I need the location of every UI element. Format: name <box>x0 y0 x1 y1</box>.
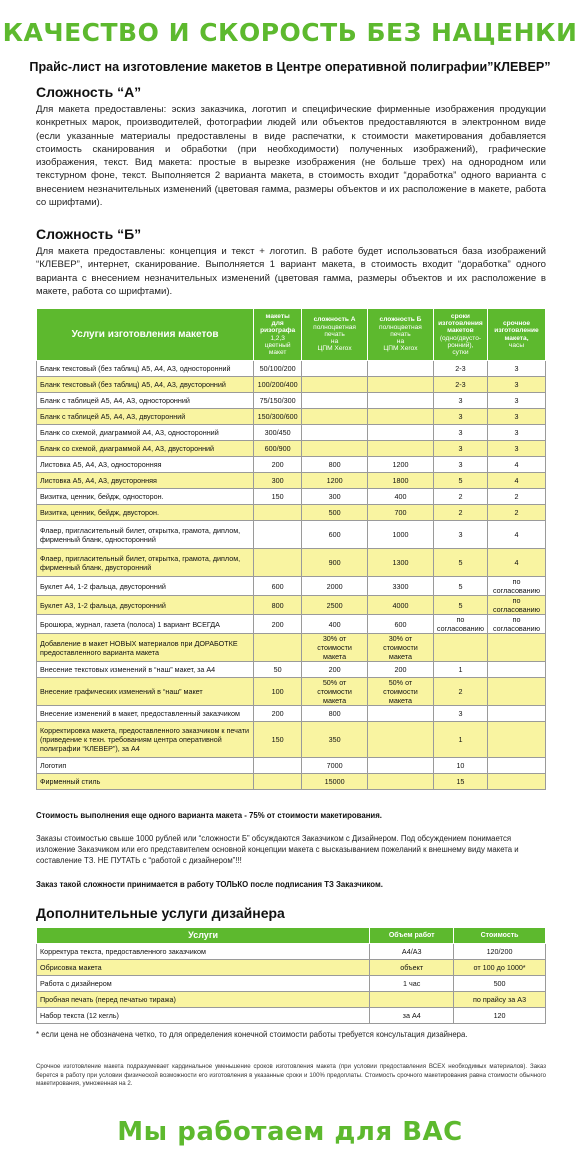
price-cell: 2 <box>433 489 487 505</box>
table-row <box>37 361 546 377</box>
price-cell: 3 <box>488 377 546 393</box>
header-riso: макеты для ризографа 1,2,3 цветный макет <box>254 309 302 361</box>
extra-value-cell: А4/А3 <box>370 944 454 960</box>
table-row <box>37 577 546 596</box>
service-name-cell: Внесение изменений в макет, предоставленный заказчиком <box>37 706 254 722</box>
price-cell: 300/450 <box>254 425 302 441</box>
price-cell: 100/200/400 <box>254 377 302 393</box>
extra-services-table <box>36 927 546 1024</box>
price-cell: 3 <box>488 393 546 409</box>
price-cell: 350 <box>302 722 368 758</box>
price-cell: по согласованию <box>433 615 487 634</box>
header-urgent: срочное изготовление макета, часы <box>488 309 546 361</box>
table-row <box>37 662 546 678</box>
table-row <box>37 722 546 758</box>
price-cell: 4 <box>488 549 546 577</box>
extra-value-cell: по прайсу за А3 <box>454 992 546 1008</box>
extra-header-volume: Объем работ <box>370 928 454 944</box>
price-cell: 30% от стоимости макета <box>302 634 368 662</box>
price-cell: 1200 <box>368 457 434 473</box>
price-cell <box>488 634 546 662</box>
price-cell: 2 <box>488 505 546 521</box>
extra-value-cell: 500 <box>454 976 546 992</box>
note-designer-discussion: Заказы стоимостью свыше 1000 рублей или “сложности Б” обсуждаются Заказчиком с Дизайнером. Под обсуждением понимается изложение Заказчиком или его представителем основной концепции макета с высказыванием пожеланий к внешнему виду макета и составление ТЗ. НЕ ПУТАТЬ с “работой с дизайнером”!!! <box>36 834 519 865</box>
service-name-cell: Листовка А5, А4, А3, односторонняя <box>37 457 254 473</box>
header-xerox-b: сложность Б полноцветная печать на ЦПМ Xerox <box>368 309 434 361</box>
price-cell: 3 <box>433 441 487 457</box>
price-cell: 400 <box>302 615 368 634</box>
price-cell: 200 <box>254 615 302 634</box>
table-row <box>37 976 546 992</box>
price-cell: 5 <box>433 577 487 596</box>
service-name-cell: Бланк текстовый (без таблиц) А5, А4, А3, односторонний <box>37 361 254 377</box>
table-row <box>37 678 546 706</box>
service-name-cell: Бланк со схемой, диаграммой А4, А3, односторонний <box>37 425 254 441</box>
table-row <box>37 706 546 722</box>
price-cell: 3 <box>433 706 487 722</box>
price-cell: 4 <box>488 457 546 473</box>
service-name-cell: Буклет А4, 1-2 фальца, двусторонний <box>37 577 254 596</box>
price-cell: 1 <box>433 662 487 678</box>
price-cell: 3 <box>433 457 487 473</box>
price-cell: 1200 <box>302 473 368 489</box>
note-extra-variant: Стоимость выполнения еще одного варианта макета - 75% от стоимости макетирования. <box>36 811 382 820</box>
price-cell: 800 <box>254 596 302 615</box>
price-cell <box>368 758 434 774</box>
table-row <box>37 1008 546 1024</box>
service-name-cell: Бланк с таблицей А5, А4, А3, двусторонний <box>37 409 254 425</box>
price-cell: 10 <box>433 758 487 774</box>
service-name-cell: Корректировка макета, предоставленного заказчиком к печати (приведение к техн. требованиям центра оперативной полиграфии “КЛЕВЕР”), за А4 <box>37 722 254 758</box>
price-cell <box>488 722 546 758</box>
table-row <box>37 774 546 790</box>
table-row <box>37 473 546 489</box>
page-subtitle: Прайс-лист на изготовление макетов в Центре оперативной полиграфии”КЛЕВЕР” <box>29 60 551 74</box>
service-name-cell: Флаер, пригласительный билет, открытка, грамота, диплом, фирменный бланк, двусторонний <box>37 549 254 577</box>
price-cell <box>254 549 302 577</box>
price-cell: 2-3 <box>433 361 487 377</box>
price-cell <box>368 774 434 790</box>
price-cell <box>368 361 434 377</box>
price-cell: 600 <box>368 615 434 634</box>
price-cell <box>368 409 434 425</box>
price-cell: 200 <box>254 457 302 473</box>
price-cell <box>302 441 368 457</box>
price-cell: по согласованию <box>488 596 546 615</box>
header-xerox-a: сложность А полноцветная печать на ЦПМ Xerox <box>302 309 368 361</box>
price-cell: 500 <box>302 505 368 521</box>
price-cell: 50/100/200 <box>254 361 302 377</box>
service-name-cell: Бланк текстовый (без таблиц) А5, А4, А3, двусторонний <box>37 377 254 393</box>
price-cell: 5 <box>433 549 487 577</box>
service-name-cell: Брошюра, журнал, газета (полоса) 1 вариант ВСЕГДА <box>37 615 254 634</box>
price-cell: 200 <box>302 662 368 678</box>
table-row <box>37 549 546 577</box>
extra-service-cell: Пробная печать (перед печатью тиража) <box>37 992 370 1008</box>
table-row <box>37 425 546 441</box>
price-cell <box>368 425 434 441</box>
price-cell: 900 <box>302 549 368 577</box>
price-cell: 2000 <box>302 577 368 596</box>
price-cell: 300 <box>302 489 368 505</box>
price-cell: 4 <box>488 521 546 549</box>
extra-value-cell: 120 <box>454 1008 546 1024</box>
section-b-title: Сложность “Б” <box>36 226 142 242</box>
price-cell: 2 <box>433 505 487 521</box>
price-cell: 400 <box>368 489 434 505</box>
price-table-header <box>37 309 546 361</box>
price-cell <box>254 774 302 790</box>
service-name-cell: Бланк со схемой, диаграммой А4, А3, двусторонний <box>37 441 254 457</box>
extra-value-cell: 1 час <box>370 976 454 992</box>
price-cell <box>488 706 546 722</box>
table-row <box>37 634 546 662</box>
service-name-cell: Внесение графических изменений в “наш” макет <box>37 678 254 706</box>
table-row <box>37 992 546 1008</box>
price-cell: 600 <box>302 521 368 549</box>
table-row <box>37 489 546 505</box>
price-cell: 300 <box>254 473 302 489</box>
price-cell: 4 <box>488 473 546 489</box>
price-cell: 800 <box>302 706 368 722</box>
price-cell: 2 <box>488 489 546 505</box>
extra-value-cell: от 100 до 1000* <box>454 960 546 976</box>
price-cell: 150/300/600 <box>254 409 302 425</box>
price-cell <box>254 521 302 549</box>
price-cell <box>433 634 487 662</box>
price-cell <box>302 425 368 441</box>
extra-header-service: Услуги <box>37 928 370 944</box>
price-cell: 700 <box>368 505 434 521</box>
top-banner: КАЧЕСТВО И СКОРОСТЬ БЕЗ НАЦЕНКИ <box>2 18 578 47</box>
price-cell: 50% от стоимости макета <box>302 678 368 706</box>
extra-table-header <box>37 928 546 944</box>
section-a-text: Для макета предоставлены: эскиз заказчика, логотип и специфические фирменные изображения продукции конкретных марок, производителей, фотографии людей или объектов предоставляются в электронном виде (если указанные материалы предоставлены в виде распечатки, к стоимости макетирования добавляется стоимость сканирования и обработки (при необходимости) полученных изображений), графические изображения, текст. Вид макета: простые в вырезке изображения (не больше трех) на однородном или текстурном фоне, текст. Выполняется 2 варианта макета, в стоимость входит “доработка” одного варианта с внесением незначительных изменений (цветовая гамма, размеры объектов и их расположение в макете, работа со шрифтами). <box>36 104 546 209</box>
price-cell <box>368 441 434 457</box>
price-cell: 200 <box>368 662 434 678</box>
price-cell <box>254 505 302 521</box>
price-cell <box>488 758 546 774</box>
price-cell: 15 <box>433 774 487 790</box>
service-name-cell: Буклет А3, 1-2 фальца, двусторонний <box>37 596 254 615</box>
price-cell: 75/150/300 <box>254 393 302 409</box>
price-table <box>36 308 546 790</box>
price-cell: 600 <box>254 577 302 596</box>
service-name-cell: Листовка А5, А4, А3, двусторонняя <box>37 473 254 489</box>
table-row <box>37 377 546 393</box>
price-cell: 2 <box>433 678 487 706</box>
price-cell: 50% от стоимости макета <box>368 678 434 706</box>
table-row <box>37 758 546 774</box>
price-cell: 1 <box>433 722 487 758</box>
extra-value-cell: объект <box>370 960 454 976</box>
price-cell <box>368 722 434 758</box>
price-cell: 5 <box>433 596 487 615</box>
price-cell: 2-3 <box>433 377 487 393</box>
price-cell <box>302 409 368 425</box>
price-cell: 3 <box>488 409 546 425</box>
price-cell: 3 <box>488 425 546 441</box>
price-cell: по согласованию <box>488 577 546 596</box>
price-cell <box>254 634 302 662</box>
price-cell: 3 <box>488 361 546 377</box>
service-name-cell: Фирменный стиль <box>37 774 254 790</box>
table-row <box>37 393 546 409</box>
price-cell: 3 <box>433 393 487 409</box>
table-row <box>37 457 546 473</box>
table-row <box>37 521 546 549</box>
price-cell: 3 <box>433 409 487 425</box>
price-cell: 2500 <box>302 596 368 615</box>
price-cell <box>254 758 302 774</box>
price-cell: по согласованию <box>488 615 546 634</box>
extra-table-body <box>37 944 546 1024</box>
service-name-cell: Добавление в макет НОВЫХ материалов при ДОРАБОТКЕ предоставленного варианта макета <box>37 634 254 662</box>
table-row <box>37 960 546 976</box>
note-tz-required: Заказ такой сложности принимается в работу ТОЛЬКО после подписания ТЗ Заказчиком. <box>36 880 383 889</box>
table-row <box>37 441 546 457</box>
price-cell <box>302 393 368 409</box>
service-name-cell: Логотип <box>37 758 254 774</box>
extra-service-cell: Корректура текста, предоставленного заказчиком <box>37 944 370 960</box>
extra-service-cell: Набор текста (12 кегль) <box>37 1008 370 1024</box>
extra-header-cost: Стоимость <box>454 928 546 944</box>
extra-service-cell: Работа с дизайнером <box>37 976 370 992</box>
price-cell <box>302 377 368 393</box>
price-cell: 800 <box>302 457 368 473</box>
price-cell: 7000 <box>302 758 368 774</box>
table-row <box>37 615 546 634</box>
price-cell: 50 <box>254 662 302 678</box>
extra-value-cell: 120/200 <box>454 944 546 960</box>
bottom-banner: Мы работаем для ВАС <box>117 1117 463 1147</box>
section-a-title: Сложность “А” <box>36 84 142 100</box>
extra-services-title: Дополнительные услуги дизайнера <box>36 905 285 921</box>
table-row <box>37 944 546 960</box>
price-cell: 3300 <box>368 577 434 596</box>
extra-value-cell: за А4 <box>370 1008 454 1024</box>
price-cell: 1800 <box>368 473 434 489</box>
service-name-cell: Флаер, пригласительный билет, открытка, грамота, диплом, фирменный бланк, односторонний <box>37 521 254 549</box>
section-b-text: Для макета предоставлены: концепция и текст + логотип. В работе будет использоваться база изображений “КЛЕВЕР”, интернет, сканирование. Выполняется 1 вариант макета, в стоимость входит “доработка” одного варианта с внесением незначительных изменений (цветовая гамма, размеры объектов и их расположение в макете, работа со шрифтами). <box>36 246 546 297</box>
price-cell <box>302 361 368 377</box>
extra-footnote: * если цена не обозначена четко, то для определения конечной стоимости работы требуется консультация дизайнера. <box>36 1030 468 1039</box>
service-name-cell: Визитка, ценник, бейдж, односторон. <box>37 489 254 505</box>
header-terms: сроки изготовления макетов (одно/двусто- ронний), сутки <box>433 309 487 361</box>
extra-service-cell: Обрисовка макета <box>37 960 370 976</box>
price-cell <box>368 377 434 393</box>
extra-value-cell <box>370 992 454 1008</box>
price-cell: 3 <box>488 441 546 457</box>
price-cell <box>488 678 546 706</box>
urgent-note: Срочное изготовление макета подразумевает кардинальное уменьшение сроков изготовления макета (при условии предоставления ВСЕХ необходимых материалов). Заказ берется в работу при условии физической возможности его изготовления в указанные сроки и 100% предоплаты. Стоимость срочного макетирования равна стоимости обычного макетирования, умноженная на 2. <box>36 1063 546 1088</box>
price-cell <box>368 393 434 409</box>
price-cell: 600/900 <box>254 441 302 457</box>
price-cell: 4000 <box>368 596 434 615</box>
price-cell: 150 <box>254 489 302 505</box>
service-name-cell: Бланк с таблицей А5, А4, А3, односторонний <box>37 393 254 409</box>
price-cell: 15000 <box>302 774 368 790</box>
price-cell <box>488 662 546 678</box>
price-cell: 1000 <box>368 521 434 549</box>
price-cell: 100 <box>254 678 302 706</box>
price-cell: 3 <box>433 521 487 549</box>
service-name-cell: Визитка, ценник, бейдж, двусторон. <box>37 505 254 521</box>
table-row <box>37 596 546 615</box>
table-row <box>37 505 546 521</box>
price-cell: 1300 <box>368 549 434 577</box>
price-cell: 5 <box>433 473 487 489</box>
price-cell: 3 <box>433 425 487 441</box>
price-cell <box>488 774 546 790</box>
price-cell: 30% от стоимости макета <box>368 634 434 662</box>
header-service: Услуги изготовления макетов <box>37 309 254 361</box>
price-table-body <box>37 361 546 790</box>
price-cell <box>368 706 434 722</box>
price-cell: 150 <box>254 722 302 758</box>
table-row <box>37 409 546 425</box>
price-cell: 200 <box>254 706 302 722</box>
service-name-cell: Внесение текстовых изменений в “наш” макет, за А4 <box>37 662 254 678</box>
